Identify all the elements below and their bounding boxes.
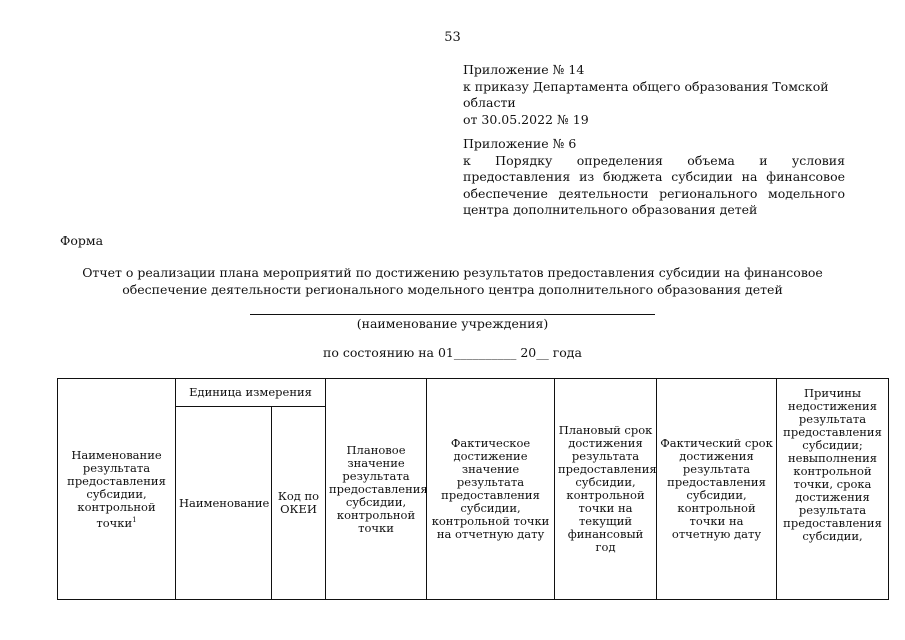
header-planned-deadline: Плановый срок достижения результата предоставления субсидии, контрольной точки на текущий финансовый год <box>555 379 657 600</box>
appendix-14-title: Приложение № 14 <box>463 62 585 77</box>
page-number: 53 <box>444 30 461 45</box>
appendix-6-text: к Порядку определения объема и условия предоставления из бюджета субсидии на финансовое обеспечение деятельности регионального модельного центра дополнительного образования детей <box>463 152 845 217</box>
appendix-6-header <box>463 136 845 219</box>
report-table <box>57 378 889 600</box>
appendix-14-header <box>463 62 845 128</box>
header-actual-value: Фактическое достижение значение результата предоставления субсидии, контрольной точки на отчетную дату <box>427 379 555 600</box>
form-label: Форма <box>60 233 104 248</box>
report-title: Отчет о реализации плана мероприятий по достижению результатов предоставления субсидии на финансовое обеспечение деятельности регионального модельного центра дополнительного образования детей <box>82 265 823 297</box>
appendix-14-order-line: к приказу Департамента общего образования Томской области <box>463 78 829 110</box>
header-actual-deadline: Фактический срок достижения результата предоставления субсидии, контрольной точки на отчетную дату <box>657 379 777 600</box>
institution-caption: (наименование учреждения) <box>356 316 549 331</box>
appendix-14-date-line: от 30.05.2022 № 19 <box>463 111 589 127</box>
header-unit-group: Единица измерения <box>176 379 326 407</box>
appendix-6-title: Приложение № 6 <box>463 136 577 151</box>
header-unit-code: Код по ОКЕИ <box>272 407 326 600</box>
institution-name-line <box>250 314 655 315</box>
header-unit-name: Наименование <box>176 407 272 600</box>
report-date-line: по состоянию на 01__________ 20__ года <box>323 345 582 360</box>
header-reasons: Причины недостижения результата предоставления субсидии; невыполнения контрольной точки, срока достижения результата предоставления субсидии, <box>777 379 889 600</box>
header-planned-value: Плановое значение результата предоставления субсидии, контрольной точки <box>326 379 427 600</box>
header-result-name: Наименование результата предоставления субсидии, контрольной точки$^1$ <box>58 379 176 600</box>
